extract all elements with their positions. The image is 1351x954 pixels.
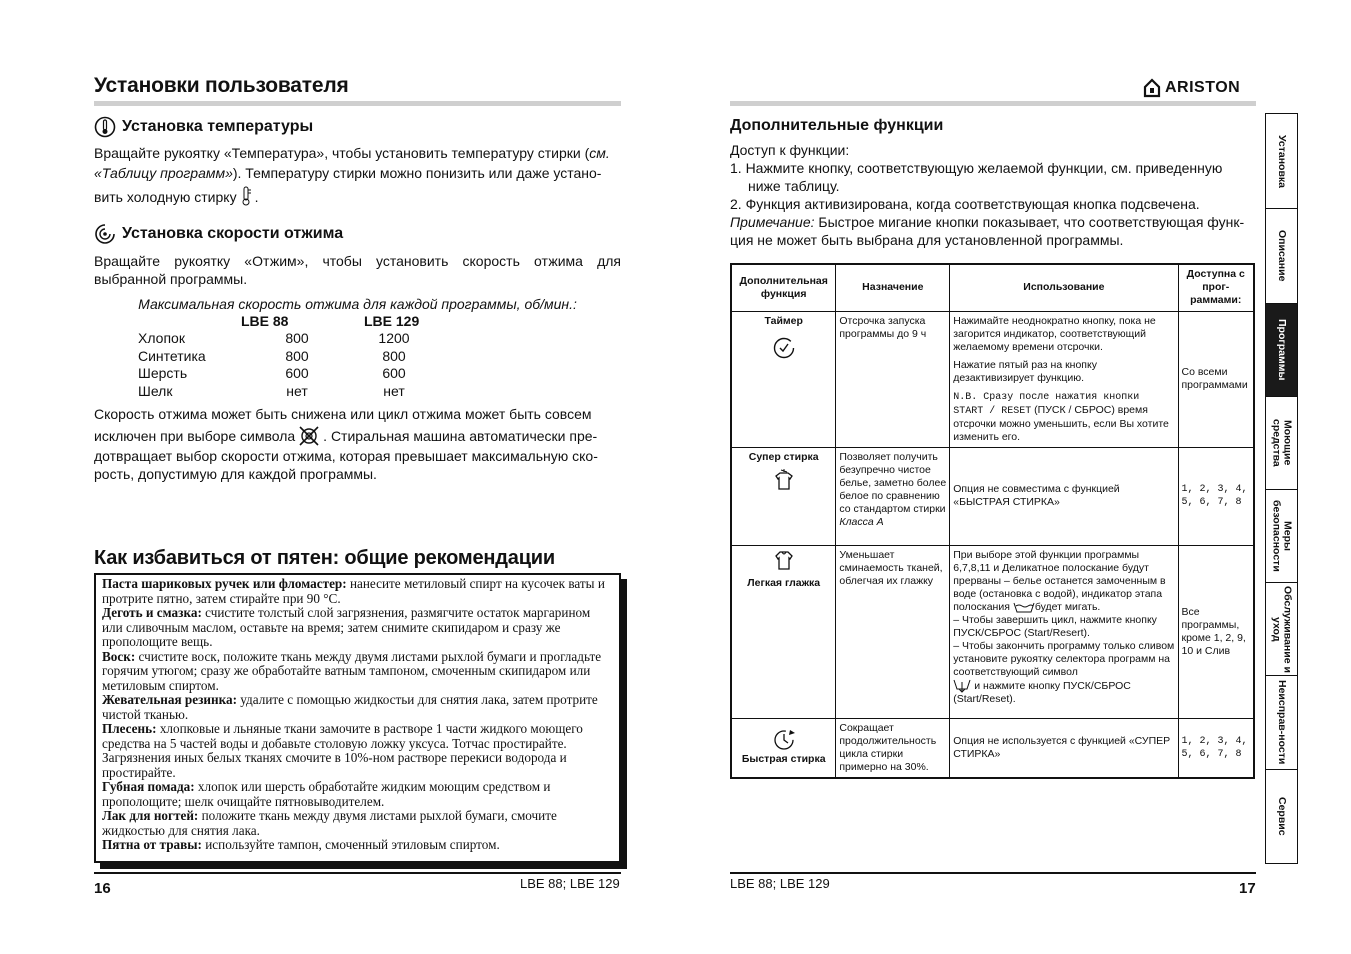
- speed-table: [138, 330, 444, 400]
- footer-rule-left: [94, 872, 621, 874]
- timer-available: Со всеми программами: [1178, 311, 1254, 447]
- extra-functions-title: Дополнительные функции: [730, 117, 944, 134]
- timer-icon: [772, 336, 796, 360]
- quick-cell: Быстрая стирка: [731, 718, 836, 778]
- extra-functions-intro: Доступ к функции: 1. Нажмите кнопку, соответствующую желаемой функции, см. приведенную ниже таблицу. 2. Функция активизирована, когда соответствующая кнопка подсвечена. Примечание: Быстрое мигание кнопки показывает, что соответствующая функ- ция не может быть выбрана для установленной программы.: [730, 142, 1245, 248]
- functions-table: [730, 263, 1255, 779]
- tab-detergents[interactable]: Моющие средства: [1266, 397, 1297, 490]
- side-tabs: [1265, 113, 1298, 864]
- model-footer-right: LBE 88; LBE 129: [730, 876, 830, 891]
- ariston-house-icon: [1143, 78, 1161, 98]
- header-function: Дополнительная функция: [731, 264, 836, 311]
- spin-after-text: Скорость отжима может быть снижена или цикл отжима может быть совсем исключен при выборе символа . Стиральная машина автоматически пре- дотвращает выбор скорости отжима, которая превышает максимальную ско- рость, допустимую для каждой программы.: [94, 406, 598, 482]
- tab-maintenance[interactable]: Обслуживание и уход: [1266, 583, 1297, 676]
- temp-text: Вращайте рукоятку «Температура», чтобы установить температуру стирки (см. «Таблицу программ»). Температуру стирки можно понизить или даже устано- вить холодную стирку .: [94, 145, 610, 205]
- super-purpose: Позволяет получить безупречно чистое белье, заметно более белое по сравнению со стандартом стирки Класса А: [836, 447, 950, 545]
- stain-tip: Паста шариковых ручек или фломастер: нанесите метиловый спирт на кусочек ваты и протрите пятно, затем стирайте при 90 °C.: [102, 576, 605, 606]
- timer-cell: Таймер: [731, 311, 836, 447]
- header-usage: Использование: [950, 264, 1178, 311]
- stain-tip: Лак для ногтей: положите ткань между двумя листами рыхлой бумаги, смочите жидкостью для снятия лака.: [102, 808, 557, 838]
- super-wash-icon: [771, 468, 797, 494]
- page-number-left: 16: [94, 880, 111, 897]
- ariston-logo: ARISTON: [1143, 78, 1240, 98]
- title-rule: [94, 101, 621, 106]
- spin-caption: Максимальная скорость отжима для каждой программы, об/мин.:: [138, 296, 577, 312]
- tab-service[interactable]: Сервис: [1276, 797, 1288, 836]
- col-lbe88: LBE 88: [241, 313, 289, 329]
- stain-tip: Жевательная резинка: удалите с помощью жидкостьи для снятия лака, затем протрите чистой тканью.: [102, 692, 598, 722]
- table-row-super: [731, 447, 1254, 545]
- speed-row: Синтетика 800 800: [138, 347, 406, 364]
- stain-tip: Плесень: хлопковые и льняные ткани замочите в растворе 1 части жидкого моющего средства на 5 частей воды и добавьте столовую ложку уксуса. Тотчас простирайте. Загрязнения иных белых тканях смочите в 10%-ном растворе перекиси водорода и простирайте.: [102, 721, 583, 780]
- model-footer-left: LBE 88; LBE 129: [520, 876, 620, 891]
- table-row-iron: [731, 545, 1254, 718]
- iron-available: Все программы, кроме 1, 2, 9, 10 и Слив: [1178, 545, 1254, 718]
- stain-tip: Пятна от травы: используйте тампон, смоченный этиловым спиртом.: [102, 837, 500, 852]
- spin-heading-text: Установка скорости отжима: [122, 225, 344, 242]
- timer-usage: Нажимайте неоднократно кнопку, пока не загорится индикатор, соответствующий желаемому времени отсрочки. Нажатие пятый раз на кнопку дезактивизирует функцию. N.B. Сразу после нажатия кнопки START / RESET (ПУСК / СБРОС) время отсрочки можно уменьшить, если Вы хотите изменить его.: [950, 311, 1178, 447]
- cold-wash-icon: [240, 186, 252, 206]
- iron-usage: При выборе этой функции программы 6,7,8,11 и Деликатное полоскание будут прерваны – белье останется замоченным в воде (остановка с водой), индикатор этапа полоскания будет мигать. – Чтобы завершить цикл, нажмите кнопку ПУСК/СБРОС (Start/Resert). – Чтобы закончить программу только сливом установите рукоятку селектора программ на соответствующий символ и нажмите кнопку ПУСК/СБРОС (Start/Reset).: [950, 545, 1178, 718]
- stain-tip: Губная помада: хлопок или шерсть обработайте жидким моющим средством и прополощите; шелк очищайте пятновыводителем.: [102, 779, 551, 809]
- stains-title: Как избавиться от пятен: общие рекомендации: [94, 547, 555, 569]
- super-available: 1, 2, 3, 4, 5, 6, 7, 8: [1178, 447, 1254, 545]
- header-purpose: Назначение: [836, 264, 950, 311]
- stain-tip: Воск: счистите воск, положите ткань между двумя листами рыхлой бумаги и прогладьте горячим утюгом; сразу же обработайте ватным тампоном, смоченным скипидаром или метиловым спиртом.: [102, 648, 602, 693]
- speed-row: Хлопок 800 1200: [138, 330, 410, 346]
- iron-cell: Легкая глажка: [731, 545, 836, 718]
- page-number-right: 17: [1239, 880, 1256, 897]
- quick-available: 1, 2, 3, 4, 5, 6, 7, 8: [1178, 718, 1254, 778]
- table-header-row: [731, 264, 1254, 311]
- super-usage: Опция не совместима с функцией «БЫСТРАЯ СТИРКА»: [950, 447, 1178, 545]
- super-cell: Супер стирка: [731, 447, 836, 545]
- rinse-stage-icon: [1013, 601, 1035, 613]
- tab-description[interactable]: Описание: [1266, 209, 1297, 304]
- tab-installation[interactable]: Установка: [1266, 114, 1297, 209]
- quick-wash-icon: [772, 729, 796, 751]
- col-lbe129: LBE 129: [364, 313, 420, 329]
- temp-heading: [94, 116, 313, 138]
- iron-purpose: Уменьшает сминаемость тканей, облегчая их глажку: [836, 545, 950, 718]
- no-spin-icon: [298, 426, 320, 446]
- thermometer-icon: [94, 116, 116, 138]
- stain-tips-box: [94, 573, 621, 863]
- spin-icon: [94, 222, 116, 246]
- quick-purpose: Сокращает продолжительность цикла стирки примерно на 30%.: [836, 718, 950, 778]
- spin-intro: Вращайте рукоятку «Отжим», чтобы установить скорость отжима для выбранной программы.: [94, 253, 621, 287]
- page-title-left: Установки пользователя: [94, 74, 349, 97]
- easy-iron-icon: [771, 549, 797, 573]
- speed-row: Шелк нет нет: [138, 382, 405, 399]
- tab-troubleshooting[interactable]: Неисправ-ности: [1266, 676, 1297, 770]
- table-row-quick: [731, 718, 1254, 778]
- quick-usage: Опция не используется с функцией «СУПЕР СТИРКА»: [950, 718, 1178, 778]
- tab-programs[interactable]: Программы: [1266, 304, 1297, 397]
- timer-purpose: Отсрочка запуска программы до 9 ч: [836, 311, 950, 447]
- footer-rule-right: [730, 872, 1256, 874]
- tab-safety[interactable]: Меры безопасности: [1266, 490, 1297, 583]
- temp-heading-text: Установка температуры: [122, 118, 314, 135]
- header-available: Доступна с прог-раммами:: [1178, 264, 1254, 311]
- table-row-timer: [731, 311, 1254, 447]
- title-rule-right: [730, 101, 1256, 106]
- stain-tip: Деготь и смазка: счистите толстый слой загрязнения, размягчите остаток маргарином или сливочным маслом, оставьте на время; затем снимите скипидаром и сразу же прополощите вещь.: [102, 605, 591, 649]
- spin-heading: [94, 222, 343, 246]
- drain-icon: [953, 679, 971, 693]
- speed-row: Шерсть 600 600: [138, 365, 406, 381]
